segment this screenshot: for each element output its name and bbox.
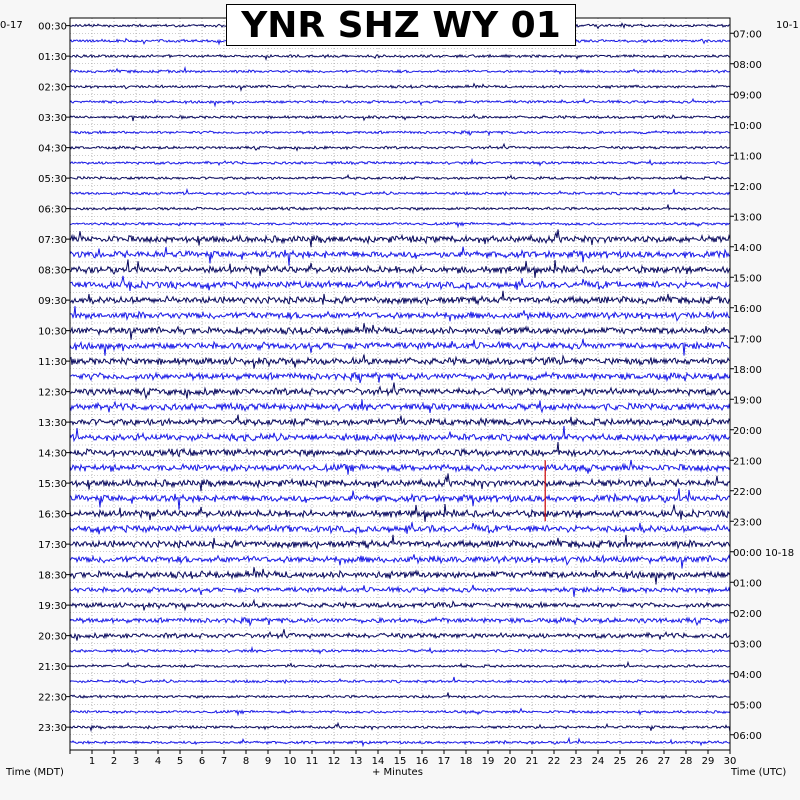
left-time-label: 10:30	[38, 326, 67, 338]
left-time-label: 17:30	[38, 540, 67, 552]
left-time-label: 08:30	[38, 265, 67, 277]
right-time-label: 13:00	[733, 212, 762, 224]
left-time-label: 23:30	[38, 723, 67, 735]
right-time-label: 23:00	[733, 517, 762, 529]
left-axis-title: Time (MDT)	[6, 767, 64, 778]
right-time-label: 10:00	[733, 120, 762, 132]
right-time-label: 20:00	[733, 425, 762, 437]
right-time-label: 16:00	[733, 303, 762, 315]
right-time-label: 21:00	[733, 456, 762, 468]
right-time-label: 12:00	[733, 181, 762, 193]
start-date-label: 0-17	[0, 20, 23, 31]
left-time-label: 07:30	[38, 235, 67, 247]
left-time-label: 02:30	[38, 82, 67, 94]
minute-tick-label: 28	[679, 756, 693, 767]
chart-title: YNR SHZ WY 01	[226, 4, 576, 46]
left-time-label: 14:30	[38, 448, 67, 460]
right-time-label: 15:00	[733, 273, 762, 285]
right-time-label: 07:00	[733, 29, 762, 41]
end-date-label: 10-1	[776, 20, 799, 31]
right-time-label: 14:00	[733, 242, 762, 254]
minute-tick-label: 25	[613, 756, 627, 767]
minute-tick-label: 9	[264, 756, 272, 767]
minute-tick-label: 6	[198, 756, 206, 767]
minute-tick-label: 1	[88, 756, 96, 767]
minute-tick-label: 30	[723, 756, 737, 767]
minute-tick-label: 5	[176, 756, 184, 767]
minute-tick-label: 21	[525, 756, 539, 767]
minute-tick-label: 16	[415, 756, 429, 767]
minute-tick-label: 26	[635, 756, 649, 767]
left-time-label: 03:30	[38, 113, 67, 125]
minute-tick-label: 17	[437, 756, 451, 767]
minute-tick-label: 15	[393, 756, 407, 767]
left-time-label: 05:30	[38, 174, 67, 186]
right-time-label: 05:00	[733, 700, 762, 712]
left-time-label: 13:30	[38, 418, 67, 430]
left-time-label: 01:30	[38, 52, 67, 64]
minute-tick-label: 23	[569, 756, 583, 767]
minute-tick-label: 24	[591, 756, 605, 767]
minute-tick-label: 7	[220, 756, 228, 767]
minute-tick-label: 14	[371, 756, 385, 767]
right-time-label: 00:00 10-18	[733, 547, 795, 559]
minute-tick-label: 20	[503, 756, 517, 767]
minute-tick-label: 3	[132, 756, 140, 767]
left-time-label: 18:30	[38, 570, 67, 582]
right-time-label: 09:00	[733, 90, 762, 102]
right-time-label: 03:00	[733, 639, 762, 651]
minute-tick-label: 8	[242, 756, 250, 767]
left-time-label: 09:30	[38, 296, 67, 308]
minute-tick-label: 29	[701, 756, 715, 767]
left-time-label: 06:30	[38, 204, 67, 216]
right-time-label: 08:00	[733, 59, 762, 71]
minute-tick-label: 27	[657, 756, 671, 767]
left-time-label: 00:30	[38, 21, 67, 33]
right-axis-title: Time (UTC)	[731, 767, 787, 778]
right-time-label: 02:00	[733, 608, 762, 620]
minute-tick-label: 12	[327, 756, 341, 767]
left-time-label: 16:30	[38, 509, 67, 521]
right-time-label: 17:00	[733, 334, 762, 346]
left-time-label: 04:30	[38, 143, 67, 155]
right-time-label: 22:00	[733, 486, 762, 498]
left-time-label: 12:30	[38, 387, 67, 399]
minute-tick-label: 2	[110, 756, 118, 767]
right-time-label: 01:00	[733, 578, 762, 590]
left-time-label: 21:30	[38, 662, 67, 674]
left-time-label: 22:30	[38, 692, 67, 704]
minute-tick-label: 10	[283, 756, 297, 767]
minute-tick-label: 11	[305, 756, 319, 767]
right-time-label: 19:00	[733, 395, 762, 407]
x-axis-title: + Minutes	[372, 767, 423, 778]
right-time-label: 18:00	[733, 364, 762, 376]
minute-tick-label: 13	[349, 756, 363, 767]
left-time-label: 19:30	[38, 601, 67, 613]
left-time-label: 11:30	[38, 357, 67, 369]
right-time-label: 04:00	[733, 669, 762, 681]
right-time-label: 11:00	[733, 151, 762, 163]
left-time-label: 15:30	[38, 479, 67, 491]
minute-tick-label: 22	[547, 756, 561, 767]
right-time-label: 06:00	[733, 730, 762, 742]
minute-tick-label: 18	[459, 756, 473, 767]
minute-tick-label: 19	[481, 756, 495, 767]
left-time-label: 20:30	[38, 631, 67, 643]
minute-tick-label: 4	[154, 756, 162, 767]
